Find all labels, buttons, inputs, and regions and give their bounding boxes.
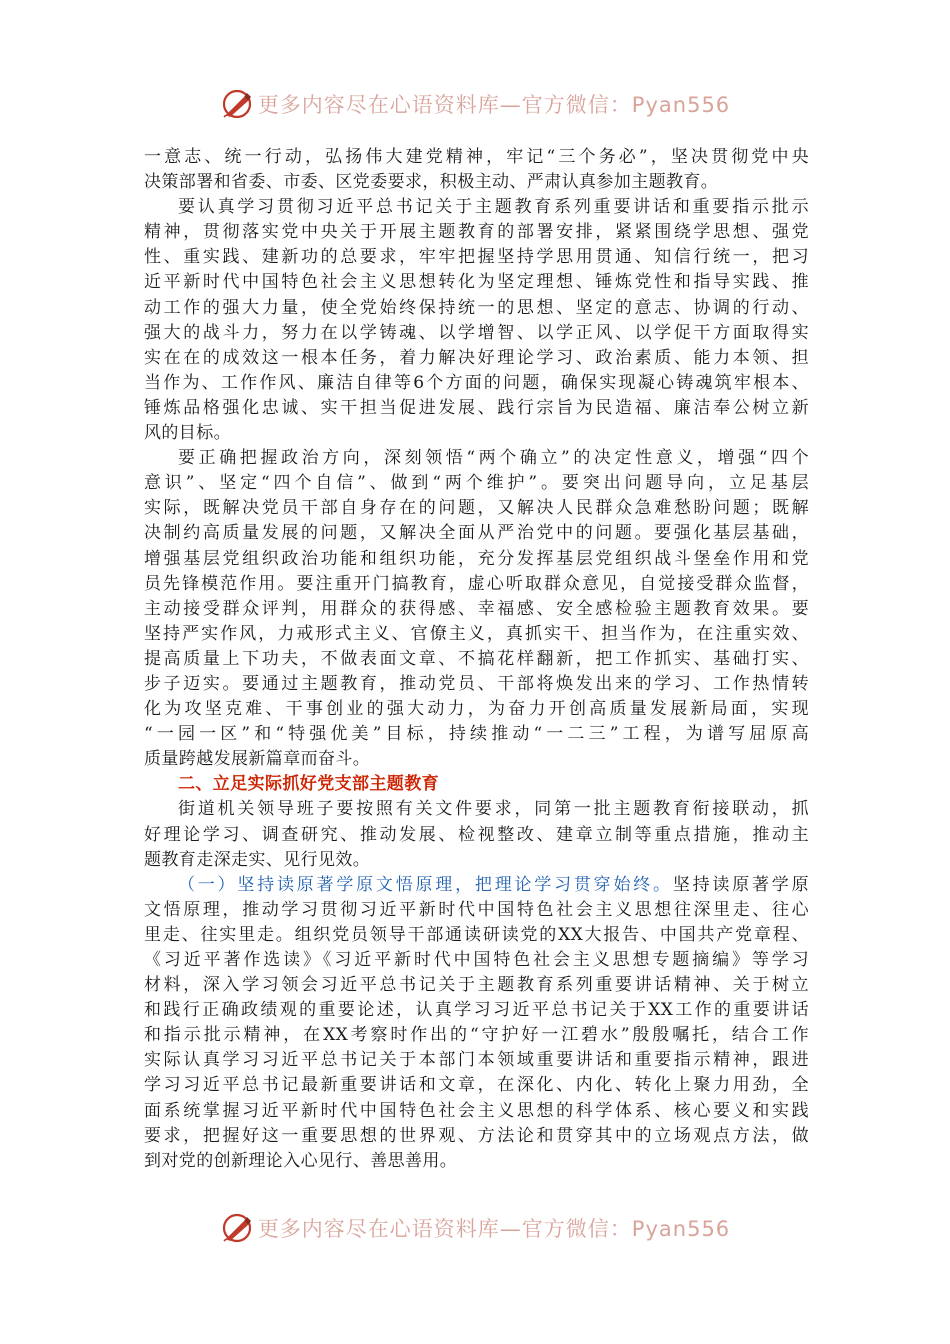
text-line: 面系统掌握习近平新时代中国特色社会主义思想的科学体系、核心要义和实践 [144,1100,809,1121]
text-line: 锤炼品格强化忠诚、实干担当促进发展、践行宗旨为民造福、廉洁奉公树立新 [144,397,809,418]
text-line: 动工作的强大力量，使全党始终保持统一的思想、坚定的意志、协调的行动、 [144,297,809,318]
text-line: 和践行正确政绩观的重要论述，认真学习习近平总书记关于XX工作的重要讲话 [144,1000,809,1021]
paragraph [144,145,809,195]
text-line: 性、重实践、建新功的总要求，牢牢把握坚持学思用贯通、知信行统一，把习 [144,247,809,268]
text-line: 实际认真学习习近平总书记关于本部门本领域重要讲话和重要指示精神，跟进 [144,1050,809,1071]
subsection-heading: （一）坚持读原著学原文悟原理，把理论学习贯穿始终。 [178,874,673,895]
paragraph [144,195,809,446]
text-line: 意识”、坚定“四个自信”、做到“两个维护”。要突出问题导向，立足基层 [144,473,809,494]
text-line: 当作为、工作作风、廉洁自律等6个方面的问题，确保实现凝心铸魂筑牢根本、 [144,372,809,393]
text-line: 精神，贯彻落实党中央关于开展主题教育的部署安排，紧紧围绕学思想、强党 [144,222,809,243]
text-line: 主动接受群众评判，用群众的获得感、幸福感、安全感检验主题教育效果。要 [144,598,809,619]
text-line: 学习习近平总书记最新重要讲话和文章，在深化、内化、转化上聚力用劲，全 [144,1075,809,1096]
watermark-text: 更多内容尽在心语资料库—官方微信：Pyan556 [257,1217,731,1241]
text-line: 风的目标。 [144,423,231,444]
text-line: 近平新时代中国特色社会主义思想转化为坚定理想、锤炼党性和指导实践、推 [144,272,809,293]
document-body [144,145,809,1174]
pen-nib-logo-icon [220,87,254,121]
text-line: 员先锋模范作用。要注重开门搞教育，虚心听取群众意见，自觉接受群众监督， [144,573,809,594]
text-line-with-subheading [144,873,809,898]
pen-nib-logo-icon [220,1211,254,1245]
text-run: 坚持读原著学原 [672,874,809,895]
text-line: 要认真学习贯彻习近平总书记关于主题教育系列重要讲话和重要指示批示 [178,197,809,218]
text-line: 题教育走深走实、见行见效。 [144,849,371,870]
header-watermark-banner [0,84,950,124]
text-line: 化为攻坚克难、干事创业的强大动力，为奋力开创高质量发展新局面，实现 [144,699,809,720]
text-line: 《习近平著作选读》《习近平新时代中国特色社会主义思想专题摘编》等学习 [144,950,809,970]
text-line: 街道机关领导班子要按照有关文件要求，同第一批主题教育衔接联动，抓 [178,799,809,820]
footer-watermark-banner [0,1208,950,1248]
text-line: 里走、往实里走。组织党员领导干部通读研读党的XX大报告、中国共产党章程、 [144,924,809,945]
text-line: 实际，既解决党员干部自身存在的问题，又解决人民群众急难愁盼问题；既解 [144,498,809,519]
text-line: 一意志、统一行动，弘扬伟大建党精神，牢记“三个务必”，坚决贯彻党中央 [144,147,809,167]
section-heading: 二、立足实际抓好党支部主题教育 [178,774,439,795]
watermark-text: 更多内容尽在心语资料库—官方微信：Pyan556 [257,93,731,117]
text-line: 增强基层党组织政治功能和组织功能，充分发挥基层党组织战斗堡垒作用和党 [144,548,809,569]
text-line: 到对党的创新理论入心见行、善思善用。 [144,1150,458,1171]
text-line: 步子迈实。要通过主题教育，推动党员、干部将焕发出来的学习、工作热情转 [144,673,809,694]
paragraph [144,446,809,772]
text-line: “一园一区”和“特强优美”目标，持续推动“一二三”工程，为谱写屈原高 [144,724,809,745]
paragraph [144,873,809,1174]
text-line: 要正确把握政治方向，深刻领悟“两个确立”的决定性意义，增强“四个 [178,448,809,469]
text-line: 质量跨越发展新篇章而奋斗。 [144,749,371,770]
text-line: 要求，把握好这一重要思想的世界观、方法论和贯穿其中的立场观点方法，做 [144,1125,809,1146]
text-line: 实在在的成效这一根本任务，着力解决好理论学习、政治素质、能力本领、担 [144,347,809,368]
text-line: 提高质量上下功夫，不做表面文章、不搞花样翻新，把工作抓实、基础打实、 [144,648,809,669]
text-line: 材料，深入学习领会习近平总书记关于主题教育系列重要讲话精神、关于树立 [144,975,809,996]
text-line: 强大的战斗力，努力在以学铸魂、以学增智、以学正风、以学促干方面取得实 [144,322,809,343]
text-line: 决制约高质量发展的问题，又解决全面从严治党中的问题。要强化基层基础， [144,523,809,544]
text-line: 决策部署和省委、市委、区党委要求，积极主动、严肃认真参加主题教育。 [144,172,719,193]
text-line: 和指示批示精神，在XX考察时作出的“守护好一江碧水”殷殷嘱托，结合工作 [144,1025,809,1046]
text-line: 好理论学习、调查研究、推动发展、检视整改、建章立制等重点措施，推动主 [144,824,809,845]
text-line: 文悟原理，推动学习贯彻习近平新时代中国特色社会主义思想往深里走、往心 [144,899,809,920]
paragraph [144,797,809,872]
text-line: 坚持严实作风，力戒形式主义、官僚主义，真抓实干、担当作为，在注重实效、 [144,623,809,644]
